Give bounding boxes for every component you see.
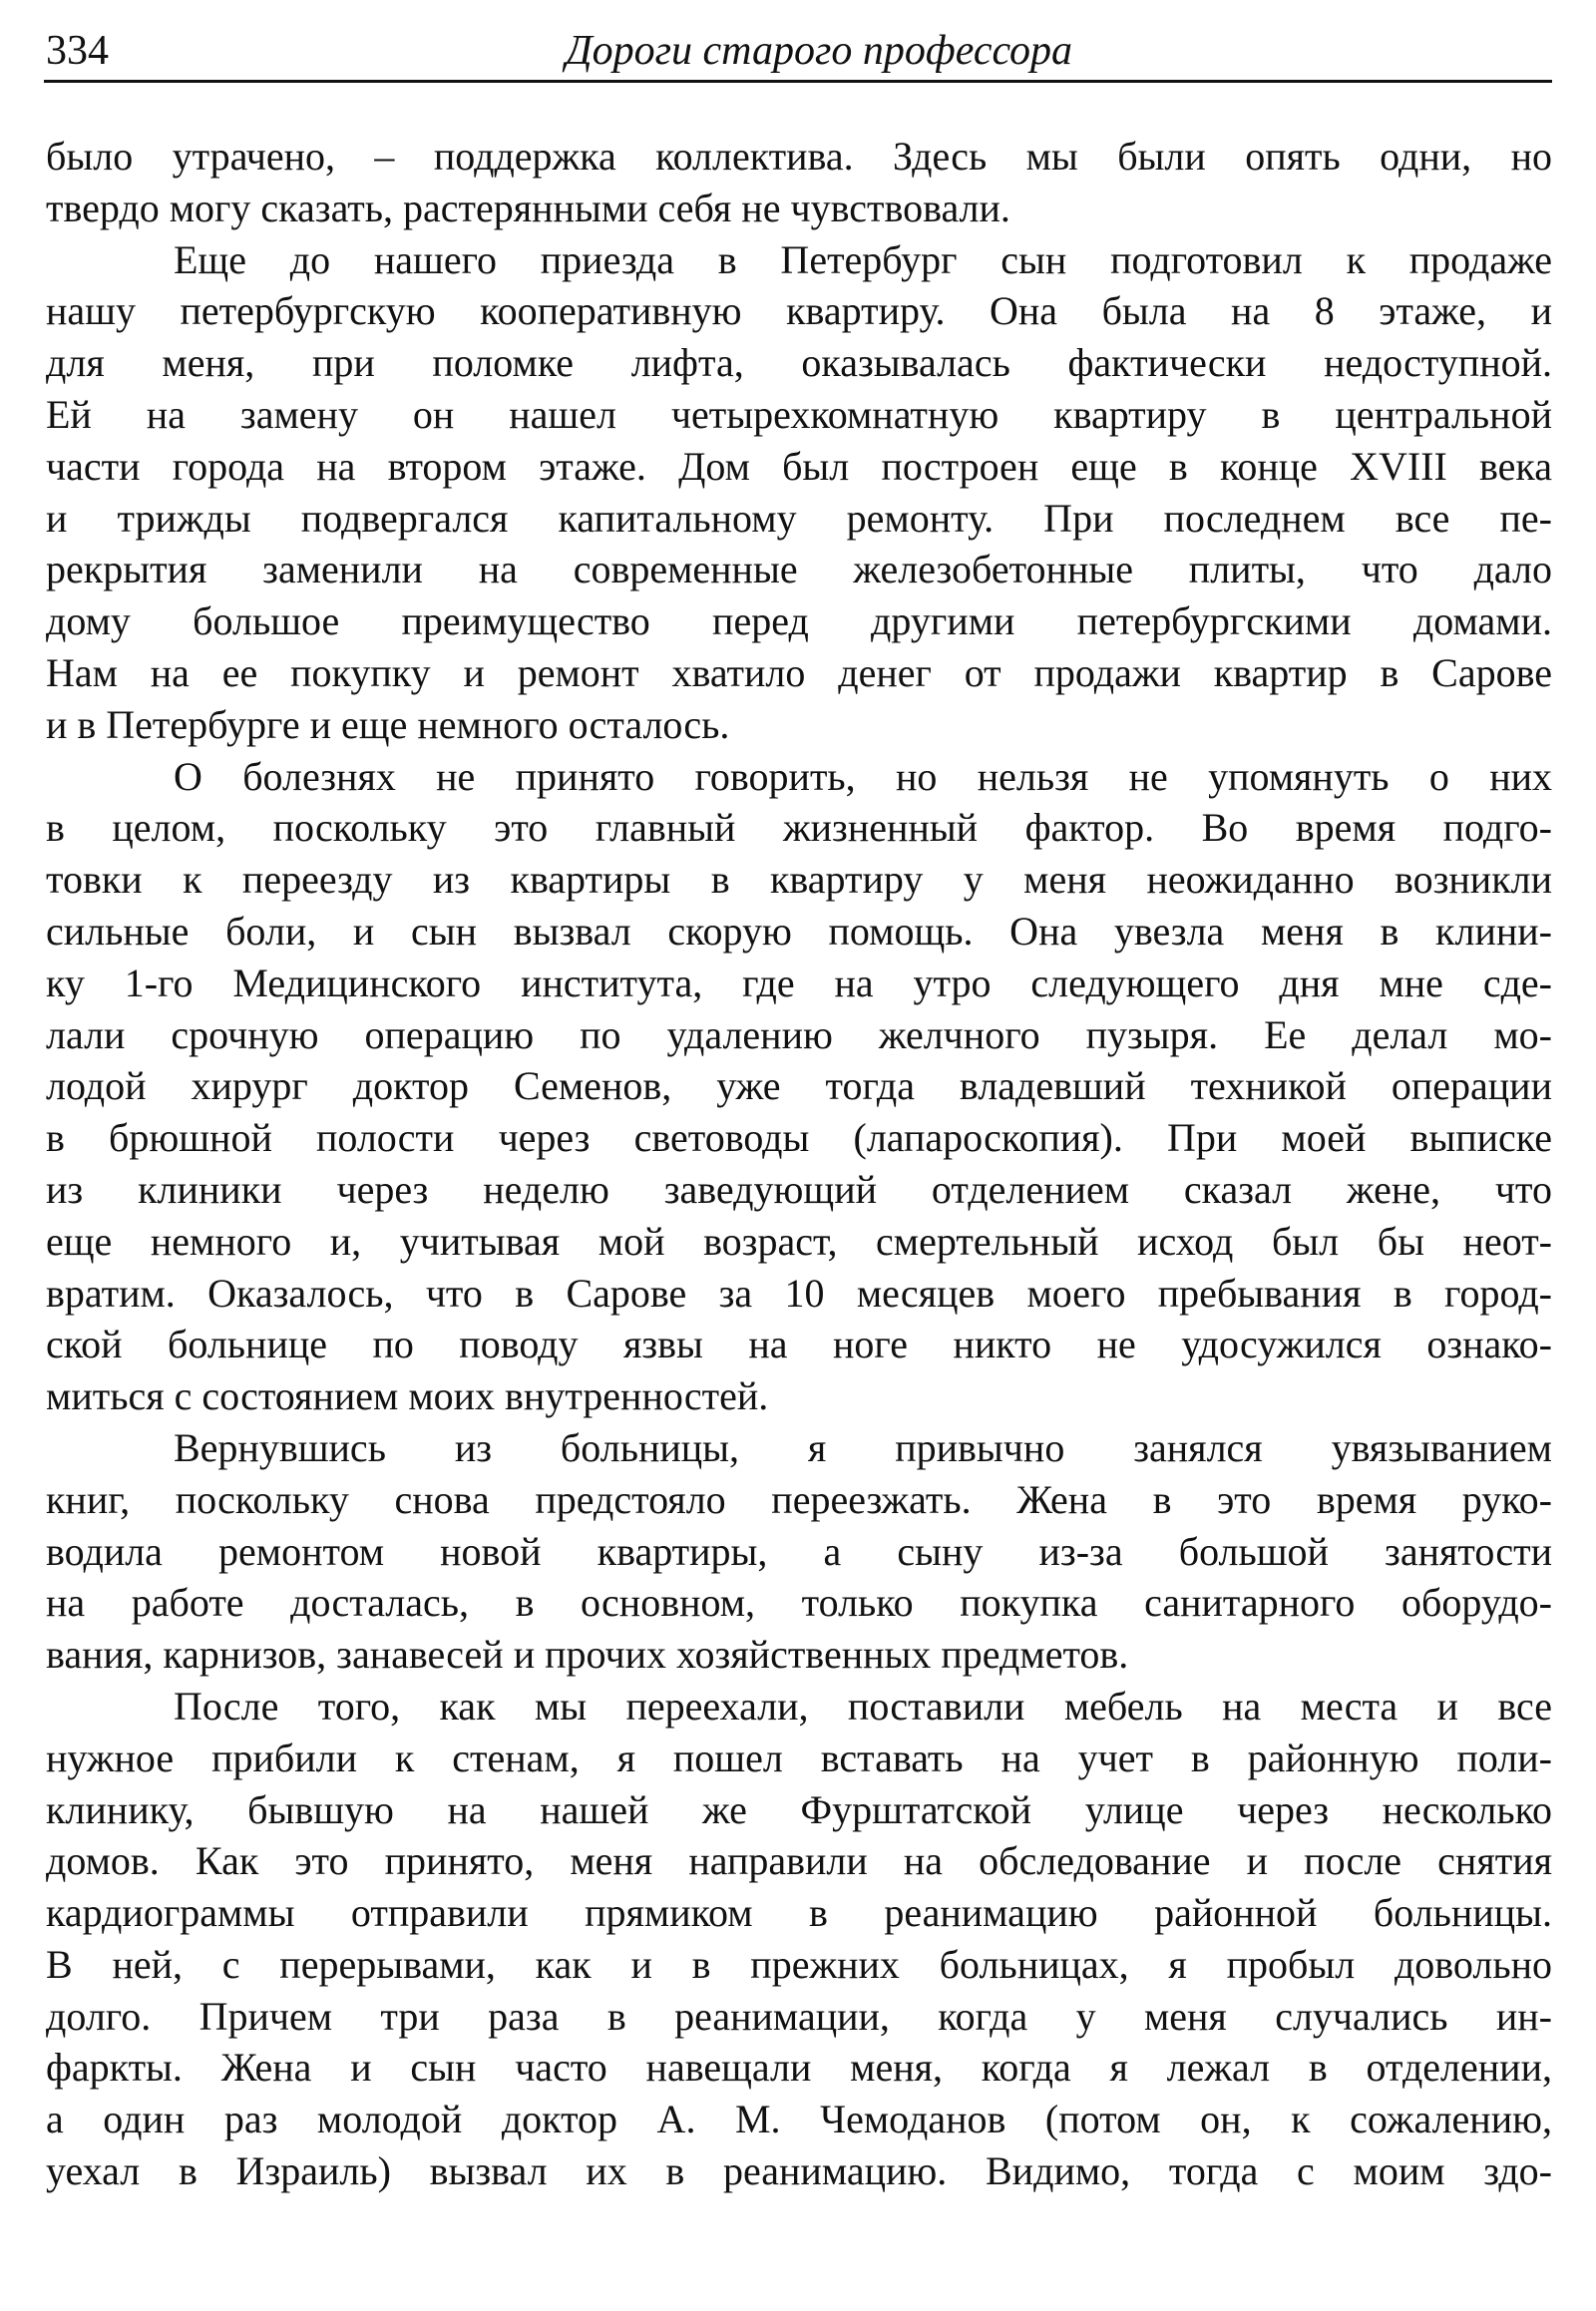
page-number: 334 — [46, 28, 109, 74]
text-line: ку 1-го Медицинского института, где на утро следующего дня мне сде- — [46, 960, 1552, 1005]
text-line: вратим. Оказалось, что в Сарове за 10 месяцев моего пребывания в город- — [46, 1270, 1552, 1316]
text-line: Еще до нашего приезда в Петербург сын подготовил к продаже — [174, 236, 1552, 282]
text-line: клинику, бывшую на нашей же Фурштатской улице через несколько — [46, 1786, 1552, 1832]
text-line: лали срочную операцию по удалению желчного пузыря. Ее делал мо- — [46, 1011, 1552, 1057]
text-line: дому большое преимущество перед другими петербургскими домами. — [46, 598, 1552, 644]
text-line: твердо могу сказать, растерянными себя не чувствовали. — [46, 185, 1010, 230]
text-line: лодой хирург доктор Семенов, уже тогда владевший техникой операции — [46, 1063, 1552, 1109]
body-text — [46, 131, 1552, 2197]
text-line: нужное прибили к стенам, я пошел вставать на учет в районную поли- — [46, 1734, 1552, 1780]
text-line: О болезнях не принято говорить, но нельзя не упомянуть о них — [174, 753, 1552, 799]
text-line: домов. Как это принято, меня направили на обследование и после снятия — [46, 1838, 1552, 1884]
text-line: для меня, при поломке лифта, оказывалась фактически недоступной. — [46, 340, 1552, 386]
text-line: в целом, поскольку это главный жизненный фактор. Во время подго- — [46, 805, 1552, 851]
text-line: еще немного и, учитывая мой возраст, смертельный исход был бы неот- — [46, 1218, 1552, 1264]
text-line: а один раз молодой доктор А. М. Чемоданов (потом он, к сожалению, — [46, 2097, 1552, 2142]
text-line: было утрачено, – поддержка коллектива. Здесь мы были опять одни, но — [46, 134, 1552, 179]
text-line: Нам на ее покупку и ремонт хватило денег от продажи квартир в Сарове — [46, 649, 1552, 695]
text-line: и трижды подвергался капитальному ремонту. При последнем все пе- — [46, 495, 1552, 541]
text-line: Ей на замену он нашел четырехкомнатную квартиру в центральной — [46, 391, 1552, 437]
text-line: миться с состоянием моих внутренностей. — [46, 1373, 769, 1419]
running-head — [46, 22, 1552, 80]
text-line: товки к переезду из квартиры в квартиру у меня неожиданно возникли — [46, 857, 1552, 903]
text-line: на работе досталась, в основном, только покупка санитарного оборудо- — [46, 1580, 1552, 1626]
text-line: В ней, с перерывами, как и в прежних больницах, я пробыл довольно — [46, 1941, 1552, 1987]
text-line: Вернувшись из больницы, я привычно занялся увязыванием — [174, 1424, 1552, 1470]
text-line: вания, карнизов, занавесей и прочих хозяйственных предметов. — [46, 1632, 1129, 1678]
text-line: книг, поскольку снова предстояло переезжать. Жена в это время руко- — [46, 1476, 1552, 1522]
text-line: из клиники через неделю заведующий отделением сказал жене, что — [46, 1166, 1552, 1212]
text-line: фаркты. Жена и сын часто навещали меня, когда я лежал в отделении, — [46, 2045, 1552, 2091]
text-line: ской больнице по поводу язвы на ноге никто не удосужился ознако- — [46, 1322, 1552, 1367]
text-line: и в Петербурге и еще немного осталось. — [46, 701, 730, 747]
text-line: части города на втором этаже. Дом был построен еще в конце XVIII века — [46, 443, 1552, 489]
text-line: долго. Причем три раза в реанимации, когда у меня случались ин- — [46, 1993, 1552, 2039]
text-line: в брюшной полости через световоды (лапароскопия). При моей выписке — [46, 1115, 1552, 1161]
text-line: уехал в Израиль) вызвал их в реанимацию. Видимо, тогда с моим здо- — [46, 2148, 1552, 2194]
text-line: кардиограммы отправили прямиком в реанимацию районной больницы. — [46, 1890, 1552, 1936]
text-line: нашу петербургскую кооперативную квартиру. Она была на 8 этаже, и — [46, 288, 1552, 334]
text-line: После того, как мы переехали, поставили мебель на места и все — [174, 1683, 1552, 1729]
header-rule — [44, 80, 1552, 83]
text-line: рекрытия заменили на современные железобетонные плиты, что дало — [46, 547, 1552, 592]
running-title: Дороги старого профессора — [565, 28, 1073, 74]
text-line: сильные боли, и сын вызвал скорую помощь. Она увезла меня в клини- — [46, 908, 1552, 954]
text-line: водила ремонтом новой квартиры, а сыну из-за большой занятости — [46, 1528, 1552, 1574]
